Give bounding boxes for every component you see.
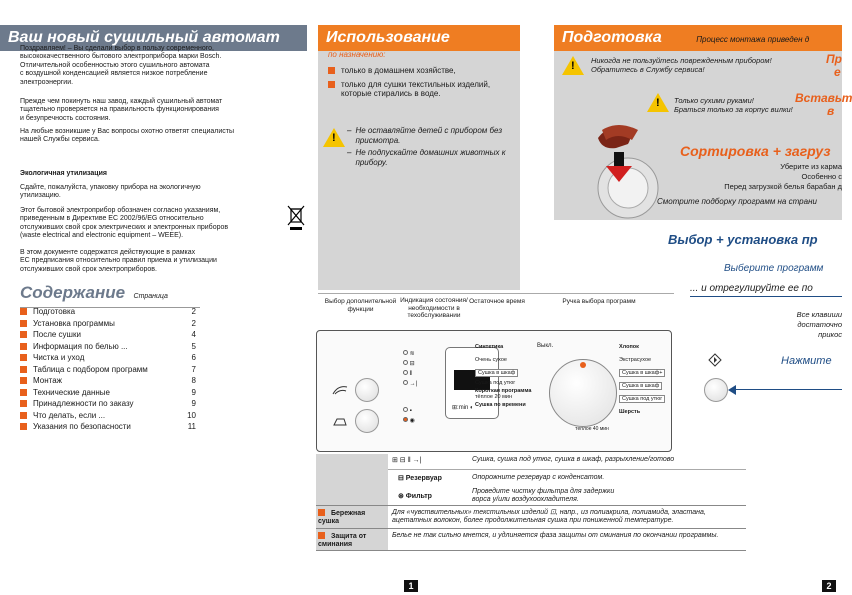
legend-text-gentle: Для «чувствительных» текстильных изделий ⊡, напр., из полиакрила, полиамида, эластана, ацетатных волокон, более продолжительная сушка при пониженной температуре. bbox=[392, 509, 706, 525]
header-remaining-time: Остаточное время bbox=[469, 298, 525, 305]
quality-line: Прежде чем покинуть наш завод, каждый сушильный автомат bbox=[20, 98, 223, 105]
sorting-line: Уберите из карма bbox=[780, 162, 842, 171]
eco-line: Сдайте, пожалуйста, упаковку прибора на экологичную bbox=[20, 184, 201, 191]
start-button[interactable] bbox=[704, 378, 728, 402]
toc-item[interactable]: Указания по безопасности 11 bbox=[20, 421, 196, 433]
usage-subtitle: по назначению: bbox=[328, 50, 386, 59]
maintenance-indicators bbox=[403, 406, 443, 426]
sorting-line: Перед загрузкой белья барабан д bbox=[724, 182, 842, 191]
preparation-header bbox=[554, 25, 842, 51]
sorting-text bbox=[660, 162, 842, 192]
legend-icon-gentle: Бережная сушка bbox=[318, 510, 366, 526]
eco-line: ЕС предписания относительно правил приема и утилизации bbox=[20, 257, 217, 265]
legend-divider bbox=[316, 505, 746, 506]
eco-line: отслуживших свой срок электроприборов. bbox=[20, 265, 157, 273]
toc-item[interactable]: Подготовка 2 bbox=[20, 306, 196, 318]
dial-labels-right bbox=[619, 341, 683, 419]
warning-line: Браться только за корпус вилки! bbox=[674, 105, 793, 114]
eco-text-1 bbox=[20, 184, 280, 201]
dial-option[interactable]: Очень сухое bbox=[475, 357, 507, 363]
quality-text bbox=[20, 98, 310, 123]
left-page-title: Ваш новый сушильный автомат bbox=[0, 25, 307, 51]
eco-line: отслуживших свой срок электрических и электронных приборов bbox=[20, 223, 229, 231]
preparation-title: Подготовка bbox=[562, 29, 662, 46]
legend-icon-anti-crease: Защита от сминания bbox=[318, 533, 367, 549]
toc-item[interactable]: Информация по белью ... 5 bbox=[20, 341, 196, 353]
damage-warning-text bbox=[591, 56, 801, 74]
gentle-drying-button[interactable] bbox=[355, 378, 379, 402]
anti-crease-icon bbox=[332, 414, 348, 426]
dial-option[interactable]: Короткая программа bbox=[475, 388, 532, 394]
toc-item[interactable]: Монтаж 8 bbox=[20, 375, 196, 387]
legend-text-modes: Сушка, сушка под утюг, сушка в шкаф, разрыхление/готово bbox=[472, 456, 675, 463]
preparation-note: Процесс монтажа приведен д bbox=[696, 35, 810, 44]
quality-line: и безупречность состояния. bbox=[20, 114, 111, 122]
usage-item: только в домашнем хозяйстве, bbox=[328, 66, 513, 76]
dial-option[interactable]: Шерсть bbox=[619, 409, 641, 415]
plug-warning-icon: ! bbox=[647, 93, 669, 112]
toc-title: Содержание bbox=[20, 283, 126, 302]
touch-keys-text: Все клавиши достаточно прикос bbox=[796, 310, 842, 339]
start-arrow-line bbox=[730, 389, 842, 390]
toc-item[interactable]: Установка программы 2 bbox=[20, 318, 196, 330]
eco-title: Экологичная утилизация bbox=[20, 170, 107, 177]
selection-line-1: Выберите программ bbox=[724, 263, 824, 274]
side-heading-2: Вставьт в bbox=[795, 91, 852, 118]
intro-line: Поздравляем! – Вы сделали выбор в пользу современного, bbox=[20, 45, 214, 52]
sorting-title: Сортировка + загруз bbox=[680, 143, 831, 159]
quality-line: тщательно проверяется на правильность функционирования bbox=[20, 106, 219, 114]
gentle-drying-icon bbox=[332, 383, 348, 395]
dial-option-note: тёплое 20 мин bbox=[475, 394, 513, 400]
toc-item[interactable]: Таблица с подбором программ 7 bbox=[20, 364, 196, 376]
toc-item[interactable]: Технические данные 9 bbox=[20, 387, 196, 399]
indicator-dry: ≋ bbox=[403, 349, 443, 359]
header-extra-functions: Выбор дополнительной функции bbox=[324, 298, 397, 313]
dial-option[interactable]: Хлопок bbox=[619, 344, 639, 350]
dial-pointer bbox=[580, 362, 586, 368]
page-number-left: 1 bbox=[404, 580, 418, 592]
warning-line: Никогда не пользуйтесь поврежденным прибором! bbox=[591, 56, 772, 65]
warning-line: Только сухими руками! bbox=[674, 96, 754, 105]
damage-warning-icon: ! bbox=[562, 56, 584, 75]
usage-list bbox=[328, 66, 513, 99]
sorting-hint: Смотрите подборку программ на страни bbox=[657, 197, 817, 206]
side-heading-1: Пр е bbox=[826, 52, 842, 79]
warning-item: – Не оставляйте детей с прибором без присмотра. bbox=[347, 126, 503, 145]
dial-option[interactable]: Сушка в шкаф bbox=[475, 369, 518, 377]
page-number-right: 2 bbox=[822, 580, 836, 592]
header-indication: Индикация состояния/ необходимости в техобслуживании bbox=[400, 297, 468, 319]
intro-line: Отличительной особенностью этого сушильного автомата bbox=[20, 61, 210, 69]
indicator-filter: ◉ bbox=[403, 416, 443, 426]
legend-icon-reservoir: ⊟ Резервуар bbox=[398, 475, 442, 482]
eco-text-3 bbox=[20, 249, 282, 274]
control-panel-headers bbox=[318, 293, 674, 329]
dryer-loading-illustration bbox=[588, 120, 654, 210]
eco-line: приведенным в Директиве ЕС 2002/96/EG относительно bbox=[20, 215, 204, 223]
indicator-iron: ⊟ bbox=[403, 359, 443, 369]
selection-rule bbox=[690, 296, 842, 297]
selection-line-2: ... и отрегулируйте ее по bbox=[690, 283, 813, 294]
legend-divider bbox=[316, 528, 746, 529]
service-line: На любые возникшие у Вас вопросы охотно ответят специалисты bbox=[20, 128, 235, 135]
selection-title: Выбор + установка пр bbox=[668, 232, 818, 247]
intro-text bbox=[20, 45, 310, 87]
dial-option[interactable]: Сушка в шкаф bbox=[619, 382, 662, 390]
service-line: нашей Службы сервиса. bbox=[20, 136, 100, 144]
intro-line: с воздушной конденсацией является низкое потребление bbox=[20, 70, 208, 78]
legend-divider bbox=[388, 469, 746, 470]
eco-line: утилизацию. bbox=[20, 192, 61, 200]
toc-list bbox=[20, 306, 196, 433]
dial-off-label: Выкл. bbox=[537, 343, 554, 349]
legend-icon-modes: ⊞ ⊟ ⫴ →| bbox=[392, 457, 422, 464]
toc-item[interactable]: Что делать, если ... 10 bbox=[20, 410, 196, 422]
toc-item[interactable]: Чистка и уход 6 bbox=[20, 352, 196, 364]
indicator-reservoir: ▪ bbox=[403, 406, 443, 416]
service-text bbox=[20, 128, 310, 145]
toc-page-label: Страница bbox=[133, 293, 168, 300]
toc-item[interactable]: После сушки 4 bbox=[20, 329, 196, 341]
indicator-done: →| bbox=[403, 379, 443, 389]
intro-line: электроэнергии. bbox=[20, 78, 74, 86]
legend-text-reservoir: Опорожните резервуар с конденсатом. bbox=[472, 474, 605, 481]
dial-option[interactable]: Сушка под утюг bbox=[475, 380, 516, 386]
eco-line: Этот бытовой электроприбор обозначен согласно указаниям, bbox=[20, 207, 221, 214]
dial-labels-left bbox=[475, 341, 543, 408]
control-panel bbox=[316, 330, 672, 452]
plug-warning-text bbox=[674, 96, 794, 114]
usage-title: Использование bbox=[318, 25, 520, 51]
anti-crease-button[interactable] bbox=[355, 409, 379, 433]
start-icon bbox=[709, 353, 721, 371]
eco-text-2 bbox=[20, 207, 282, 241]
dial-option[interactable]: Сушка в шкаф+ bbox=[619, 369, 665, 377]
start-arrow-head bbox=[728, 385, 736, 395]
dial-option[interactable]: Экстрасухое bbox=[619, 357, 652, 363]
indicator-cupboard: ⫴ bbox=[403, 369, 443, 379]
dial-option[interactable]: Сушка под утюг bbox=[619, 395, 665, 403]
dial-bottom-label: тёплое 40 мин bbox=[575, 426, 609, 432]
eco-line: (waste electrical and electronic equipment – WEEE). bbox=[20, 232, 184, 240]
status-indicators bbox=[403, 349, 443, 399]
dial-option[interactable]: Сушка по времени bbox=[475, 402, 526, 408]
program-dial[interactable] bbox=[549, 359, 617, 427]
warning-line: Обратитесь в Службу сервиса! bbox=[591, 65, 705, 74]
dial-option[interactable]: Синтетика bbox=[475, 344, 504, 350]
warning-item: – Не подпускайте домашних животных к прибору. bbox=[347, 148, 506, 167]
crossed-bin-icon bbox=[288, 205, 304, 231]
usage-item: только для сушки текстильных изделий, которые стирались в воде. bbox=[328, 80, 513, 99]
display-label: ⊞:min ◐ bbox=[452, 405, 474, 411]
legend-text-filter: Проведите чистку фильтра для задержки ворса у/или воздухоохладителя. bbox=[472, 488, 615, 504]
header-program-dial: Ручка выбора программ bbox=[562, 298, 636, 305]
legend-text-anti-crease: Белье не так сильно мнется, и удлиняется фаза защиты от сминания по окончании программы. bbox=[392, 532, 719, 539]
warning-icon: ! bbox=[323, 128, 345, 147]
legend-table bbox=[316, 454, 746, 551]
intro-line: высококачественного бытового электроприбора марки Bosch. bbox=[20, 53, 222, 61]
eco-line: В этом документе содержатся действующие в рамках bbox=[20, 249, 196, 256]
legend-icon-filter: ⊛ Фильтр bbox=[398, 493, 432, 500]
usage-warnings bbox=[347, 126, 512, 167]
press-label: Нажмите bbox=[781, 355, 832, 367]
sorting-line: Особенно с bbox=[801, 172, 842, 181]
toc-item[interactable]: Принадлежности по заказу 9 bbox=[20, 398, 196, 410]
toc-header bbox=[20, 283, 200, 303]
